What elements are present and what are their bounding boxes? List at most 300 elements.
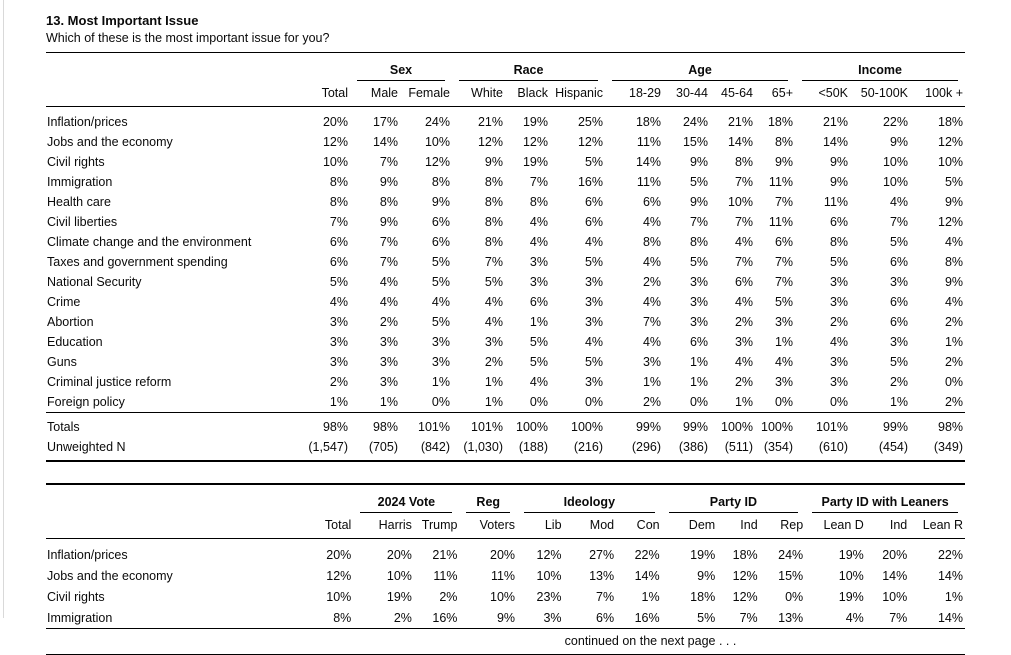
value-cell: 5%	[889, 355, 909, 369]
value-cell: 4%	[734, 235, 754, 249]
value-cell: 4%	[944, 235, 964, 249]
row-label-totals: Totals	[46, 413, 298, 438]
value-cell: 8%	[484, 175, 503, 189]
column-header-65: 65+	[771, 86, 794, 100]
group-header-row	[46, 484, 965, 513]
value-cell: 6%	[734, 275, 754, 289]
value-cell: 7%	[774, 275, 794, 289]
data-row	[46, 312, 965, 332]
value-cell: 3%	[829, 275, 849, 289]
row-label-taxes-and-government-spending: Taxes and government spending	[47, 255, 228, 269]
group-header-age: Age	[605, 53, 795, 82]
value-cell: 8%	[642, 235, 662, 249]
crosstab-demographics	[46, 52, 965, 462]
data-row	[46, 192, 965, 212]
value-cell: 8%	[329, 175, 348, 189]
value-cell: 3%	[829, 375, 849, 389]
row-label-civil-liberties: Civil liberties	[47, 215, 118, 229]
value-cell: (705)	[368, 440, 398, 454]
column-header-dem: Dem	[688, 518, 716, 532]
page-edge-line	[3, 0, 4, 618]
row-label-immigration: Immigration	[47, 175, 113, 189]
value-cell: 2%	[734, 375, 754, 389]
value-cell: 15%	[778, 568, 804, 583]
crosstab-table-politics	[46, 483, 965, 629]
value-cell: 5%	[529, 335, 548, 349]
value-cell: 18%	[690, 589, 716, 604]
value-cell: 9%	[379, 215, 398, 229]
value-cell: 3%	[829, 295, 849, 309]
value-cell: 7%	[529, 175, 548, 189]
continued-note-text: continued on the next page . . .	[564, 634, 737, 648]
value-cell: 3%	[829, 355, 849, 369]
value-cell: 8%	[484, 235, 503, 249]
value-cell: 18%	[767, 115, 794, 129]
value-cell: 3%	[379, 335, 398, 349]
value-cell: 10%	[882, 155, 909, 169]
value-cell: 6%	[329, 255, 348, 269]
value-cell: 12%	[938, 135, 964, 149]
value-cell: 0%	[774, 395, 794, 409]
value-cell: 11%	[636, 135, 662, 149]
row-label-health-care: Health care	[47, 195, 111, 209]
value-cell: 3%	[584, 295, 604, 309]
value-cell: 14%	[372, 135, 398, 149]
data-row	[46, 352, 965, 372]
row-label-criminal-justice-reform: Criminal justice reform	[47, 375, 172, 389]
group-header-income: Income	[795, 53, 965, 82]
value-cell: 1%	[529, 315, 548, 329]
value-cell: 4%	[484, 295, 503, 309]
value-cell: 21%	[477, 115, 503, 129]
value-cell: 1%	[889, 395, 909, 409]
value-cell: 3%	[584, 275, 604, 289]
column-header-rep: Rep	[780, 518, 804, 532]
value-cell: 100%	[755, 413, 795, 438]
value-cell: 22%	[882, 115, 909, 129]
value-cell: 9%	[484, 155, 503, 169]
column-header-male: Male	[370, 86, 398, 100]
value-cell: 1%	[734, 395, 754, 409]
column-header-18-29: 18-29	[629, 86, 662, 100]
value-cell: (354)	[763, 440, 794, 454]
value-cell: 3%	[329, 355, 348, 369]
value-cell: 8%	[379, 195, 398, 209]
value-cell: 8%	[431, 175, 450, 189]
value-cell: 14%	[822, 135, 849, 149]
value-cell: 20%	[322, 115, 348, 129]
value-cell: 5%	[484, 275, 503, 289]
value-cell: 5%	[689, 255, 709, 269]
value-cell: 12%	[322, 135, 348, 149]
value-cell: 8%	[689, 235, 709, 249]
column-header-100k: 100k +	[925, 86, 964, 100]
row-label-inflation-prices: Inflation/prices	[47, 547, 128, 562]
value-cell: 0%	[689, 395, 709, 409]
value-cell: 1%	[944, 335, 964, 349]
value-cell: 12%	[938, 215, 964, 229]
data-row	[46, 232, 965, 252]
value-cell: 4%	[642, 215, 662, 229]
value-cell: 2%	[829, 315, 849, 329]
value-cell: (216)	[573, 440, 604, 454]
value-cell: 25%	[577, 115, 604, 129]
value-cell: 6%	[529, 295, 548, 309]
value-cell: 5%	[529, 355, 548, 369]
value-cell: 7%	[596, 589, 615, 604]
value-cell: 11%	[490, 568, 516, 583]
value-cell: 1%	[379, 395, 398, 409]
value-cell: 6%	[584, 195, 604, 209]
value-cell: 100%	[505, 413, 550, 438]
column-header-50k: <50K	[818, 86, 849, 100]
value-cell: 2%	[484, 355, 503, 369]
value-cell: 9%	[379, 175, 398, 189]
row-label-foreign-policy: Foreign policy	[47, 395, 125, 409]
group-header-row	[46, 53, 965, 82]
question-text: Which of these is the most important issue for you?	[46, 31, 330, 45]
value-cell: 9%	[774, 155, 794, 169]
value-cell: 4%	[379, 295, 398, 309]
value-cell: 18%	[635, 115, 662, 129]
column-header-black: Black	[517, 86, 548, 100]
value-cell: 3%	[379, 355, 398, 369]
value-cell: 100%	[710, 413, 755, 438]
value-cell: 5%	[584, 155, 604, 169]
value-cell: 4%	[944, 295, 964, 309]
value-cell: 12%	[424, 155, 450, 169]
value-cell: 7%	[734, 255, 754, 269]
value-cell: 10%	[536, 568, 562, 583]
value-cell: 7%	[734, 175, 754, 189]
value-cell: 5%	[584, 355, 604, 369]
value-cell: 5%	[329, 275, 348, 289]
value-cell: 100%	[550, 413, 605, 438]
value-cell: 2%	[393, 610, 412, 625]
value-cell: 9%	[944, 275, 964, 289]
value-cell: 5%	[431, 275, 450, 289]
value-cell: 14%	[635, 155, 662, 169]
value-cell: 7%	[739, 610, 758, 625]
value-cell: 6%	[774, 235, 794, 249]
column-header-row	[46, 513, 965, 539]
value-cell: 20%	[882, 547, 908, 562]
value-cell: 6%	[596, 610, 615, 625]
value-cell: 10%	[938, 155, 964, 169]
group-header-2024-vote: 2024 Vote	[353, 484, 459, 513]
value-cell: 3%	[889, 275, 909, 289]
value-cell: 5%	[829, 255, 849, 269]
value-cell: (454)	[878, 440, 909, 454]
value-cell: 5%	[774, 295, 794, 309]
value-cell: 9%	[431, 195, 450, 209]
value-cell: 98%	[350, 413, 400, 438]
data-row	[46, 392, 965, 413]
row-label-inflation-prices: Inflation/prices	[47, 115, 128, 129]
value-cell: 3%	[584, 315, 604, 329]
value-cell: 19%	[386, 589, 412, 604]
row-label-civil-rights: Civil rights	[47, 589, 105, 604]
column-header-ind: Ind	[740, 518, 758, 532]
value-cell: 21%	[727, 115, 754, 129]
data-row	[46, 172, 965, 192]
row-label-education: Education	[47, 335, 103, 349]
value-cell: 4%	[529, 375, 548, 389]
value-cell: 0%	[785, 589, 804, 604]
column-header-hispanic: Hispanic	[555, 86, 604, 100]
data-row	[46, 152, 965, 172]
value-cell: 3%	[689, 275, 709, 289]
value-cell: 14%	[634, 568, 660, 583]
row-label-immigration: Immigration	[47, 610, 113, 625]
value-cell: 19%	[522, 115, 548, 129]
value-cell: 6%	[642, 195, 662, 209]
value-cell: 99%	[605, 413, 663, 438]
value-cell: 4%	[642, 295, 662, 309]
value-cell: 4%	[734, 355, 754, 369]
summary-row	[46, 437, 965, 461]
column-header-white: White	[471, 86, 503, 100]
value-cell: 8%	[329, 195, 348, 209]
value-cell: 24%	[778, 547, 804, 562]
value-cell: 24%	[682, 115, 709, 129]
value-cell: 4%	[529, 235, 548, 249]
value-cell: 7%	[689, 215, 709, 229]
value-cell: 5%	[431, 255, 450, 269]
value-cell: 12%	[732, 568, 758, 583]
group-header-spacer	[46, 484, 353, 513]
column-header-total: Total	[321, 86, 348, 100]
value-cell: 16%	[432, 610, 458, 625]
value-cell: 4%	[431, 295, 450, 309]
value-cell: 7%	[642, 315, 662, 329]
value-cell: 5%	[689, 175, 709, 189]
value-cell: 7%	[774, 255, 794, 269]
value-cell: 10%	[386, 568, 412, 583]
group-header-spacer	[46, 53, 350, 82]
value-cell: 18%	[732, 547, 758, 562]
value-cell: 1%	[641, 589, 660, 604]
value-cell: 2%	[379, 315, 398, 329]
value-cell: 4%	[889, 195, 909, 209]
column-header-spacer	[46, 81, 298, 107]
value-cell: 4%	[329, 295, 348, 309]
value-cell: 16%	[577, 175, 604, 189]
column-header-mod: Mod	[589, 518, 615, 532]
continued-note	[46, 629, 965, 655]
value-cell: (296)	[631, 440, 662, 454]
crosstab-politics	[46, 483, 965, 629]
data-row	[46, 107, 965, 133]
value-cell: 12%	[326, 568, 352, 583]
column-header-45-64: 45-64	[721, 86, 754, 100]
value-cell: 1%	[944, 589, 963, 604]
value-cell: 18%	[938, 115, 964, 129]
value-cell: 10%	[838, 568, 864, 583]
value-cell: 3%	[543, 610, 562, 625]
column-header-spacer	[46, 513, 301, 539]
value-cell: 3%	[529, 275, 548, 289]
data-row	[46, 565, 965, 586]
value-cell: 11%	[433, 568, 458, 583]
row-label-guns: Guns	[47, 355, 77, 369]
crosstab-table-demographics	[46, 52, 965, 462]
value-cell: 17%	[372, 115, 398, 129]
value-cell: 21%	[822, 115, 849, 129]
value-cell: 1%	[484, 375, 503, 389]
value-cell: 15%	[682, 135, 709, 149]
value-cell: 2%	[642, 395, 662, 409]
value-cell: 2%	[734, 315, 754, 329]
value-cell: 10%	[424, 135, 450, 149]
data-row	[46, 539, 965, 566]
value-cell: 3%	[689, 295, 709, 309]
value-cell: 11%	[823, 195, 849, 209]
column-header-harris: Harris	[378, 518, 412, 532]
value-cell: 6%	[431, 215, 450, 229]
value-cell: 7%	[889, 610, 908, 625]
value-cell: 4%	[642, 335, 662, 349]
value-cell: 4%	[584, 335, 604, 349]
value-cell: 14%	[937, 610, 963, 625]
value-cell: 27%	[589, 547, 615, 562]
value-cell: 5%	[584, 255, 604, 269]
value-cell: 3%	[889, 335, 909, 349]
row-label-civil-rights: Civil rights	[47, 155, 105, 169]
value-cell: 9%	[889, 135, 909, 149]
value-cell: 13%	[589, 568, 615, 583]
value-cell: 7%	[379, 155, 398, 169]
value-cell: 101%	[400, 413, 452, 438]
value-cell: (842)	[420, 440, 450, 454]
value-cell: 19%	[690, 547, 716, 562]
value-cell: 21%	[432, 547, 458, 562]
group-header-race: Race	[452, 53, 605, 82]
value-cell: 7%	[774, 195, 794, 209]
value-cell: 3%	[431, 335, 450, 349]
value-cell: 7%	[329, 215, 348, 229]
value-cell: 4%	[379, 275, 398, 289]
value-cell: 12%	[732, 589, 758, 604]
value-cell: 4%	[774, 355, 794, 369]
value-cell: 9%	[689, 195, 709, 209]
value-cell: 4%	[484, 315, 503, 329]
row-label-unweighted-n: Unweighted N	[47, 440, 126, 454]
value-cell: 12%	[577, 135, 604, 149]
value-cell: 14%	[937, 568, 963, 583]
data-row	[46, 586, 965, 607]
value-cell: 5%	[889, 235, 909, 249]
summary-row	[46, 413, 965, 438]
value-cell: 3%	[379, 375, 398, 389]
value-cell: 4%	[734, 295, 754, 309]
value-cell: 10%	[322, 155, 348, 169]
value-cell: 2%	[329, 375, 348, 389]
value-cell: 11%	[636, 175, 662, 189]
value-cell: 16%	[634, 610, 660, 625]
value-cell: 5%	[944, 175, 964, 189]
column-header-row	[46, 81, 965, 107]
value-cell: 6%	[889, 255, 909, 269]
value-cell: 7%	[734, 215, 754, 229]
value-cell: 0%	[944, 375, 964, 389]
data-row	[46, 252, 965, 272]
value-cell: 1%	[774, 335, 794, 349]
value-cell: 20%	[326, 547, 352, 562]
value-cell: 8%	[734, 155, 754, 169]
value-cell: 8%	[484, 215, 503, 229]
value-cell: 98%	[298, 413, 350, 438]
value-cell: 3%	[484, 335, 503, 349]
value-cell: 4%	[829, 335, 849, 349]
value-cell: 0%	[829, 395, 849, 409]
value-cell: 7%	[889, 215, 909, 229]
value-cell: (1,547)	[308, 440, 348, 454]
value-cell: 11%	[768, 175, 794, 189]
value-cell: 5%	[431, 315, 450, 329]
value-cell: 4%	[584, 235, 604, 249]
value-cell: 20%	[386, 547, 412, 562]
value-cell: 1%	[642, 375, 662, 389]
value-cell: 10%	[882, 175, 909, 189]
value-cell: 9%	[829, 155, 849, 169]
column-header-50-100k: 50-100K	[860, 86, 909, 100]
value-cell: 7%	[484, 255, 503, 269]
row-label-crime: Crime	[47, 295, 81, 309]
value-cell: 3%	[774, 315, 794, 329]
value-cell: 14%	[882, 568, 908, 583]
section-title: 13. Most Important Issue	[46, 13, 199, 28]
value-cell: 19%	[522, 155, 548, 169]
value-cell: 3%	[734, 335, 754, 349]
value-cell: 7%	[379, 235, 398, 249]
value-cell: 0%	[584, 395, 604, 409]
group-header-sex: Sex	[350, 53, 452, 82]
group-header-ideology: Ideology	[517, 484, 662, 513]
column-header-lean-d: Lean D	[823, 518, 864, 532]
value-cell: 6%	[889, 315, 909, 329]
value-cell: 8%	[829, 235, 849, 249]
value-cell: 9%	[697, 568, 716, 583]
value-cell: 24%	[424, 115, 450, 129]
data-row	[46, 132, 965, 152]
value-cell: 1%	[431, 375, 450, 389]
value-cell: 5%	[697, 610, 716, 625]
value-cell: 6%	[689, 335, 709, 349]
row-label-abortion: Abortion	[47, 315, 94, 329]
value-cell: 7%	[379, 255, 398, 269]
row-label-jobs-and-the-economy: Jobs and the economy	[47, 135, 173, 149]
value-cell: 8%	[484, 195, 503, 209]
column-header-voters: Voters	[479, 518, 516, 532]
row-label-jobs-and-the-economy: Jobs and the economy	[47, 568, 173, 583]
value-cell: 99%	[663, 413, 710, 438]
value-cell: 23%	[536, 589, 562, 604]
value-cell: 11%	[768, 215, 794, 229]
value-cell: 101%	[452, 413, 505, 438]
value-cell: 1%	[689, 355, 709, 369]
value-cell: 2%	[889, 375, 909, 389]
data-row	[46, 212, 965, 232]
value-cell: 12%	[477, 135, 503, 149]
value-cell: 3%	[642, 355, 662, 369]
value-cell: 8%	[774, 135, 794, 149]
column-header-total: Total	[324, 518, 352, 532]
value-cell: 8%	[944, 255, 964, 269]
value-cell: 1%	[329, 395, 348, 409]
value-cell: 0%	[529, 395, 548, 409]
value-cell: (511)	[724, 440, 754, 454]
